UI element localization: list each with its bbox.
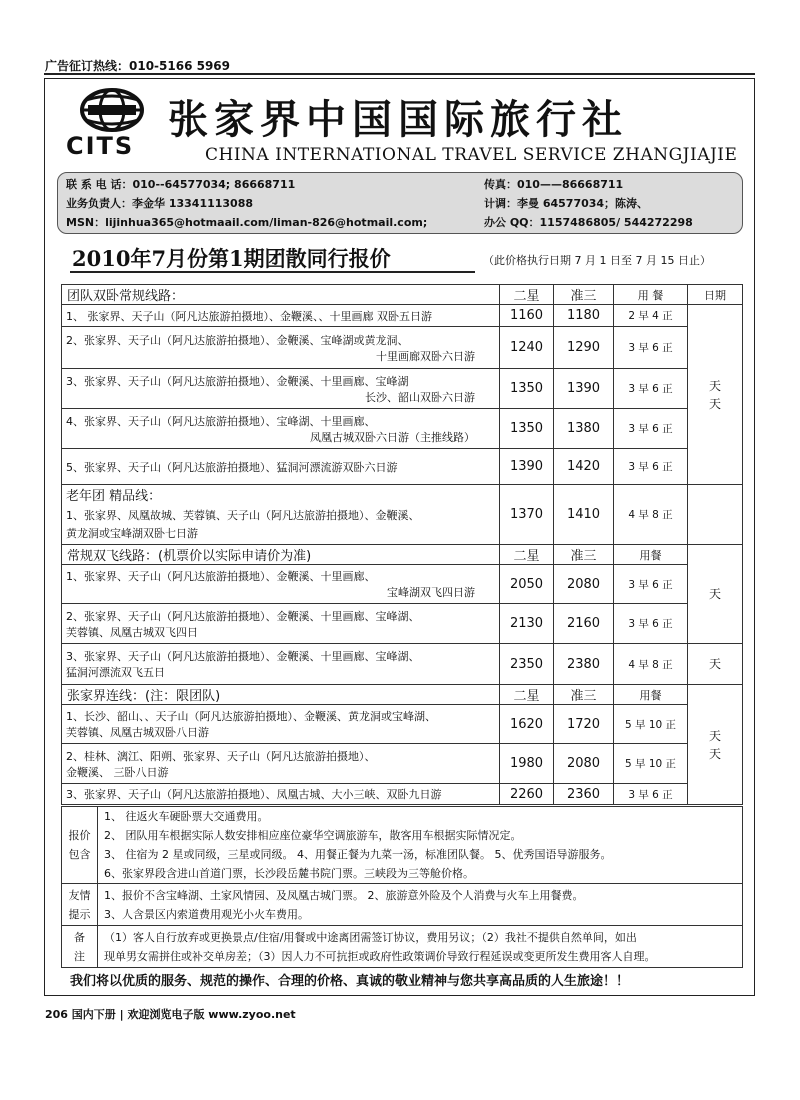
route-line-2: 长沙、韶山双卧六日游 [365,390,475,404]
price-2star: 2130 [500,604,554,644]
route-line: 2、桂林、漓江、阳朔、张家界、天子山（阿凡达旅游拍摄地）、 [66,749,376,763]
contact-qq: 办公 QQ：1157486805/ 544272298 [484,216,693,229]
logo-text: CITS [66,132,135,160]
remark-line: （1）客人自行放弃或更换景点/住宿/用餐或中途离团需签订协议，费用另议；（2）我社不提供自然单间，如出 [104,930,637,944]
route-line-2: 凤凰古城双卧六日游（主推线路） [310,430,475,444]
slogan: 我们将以优质的服务、规范的操作、合理的价格、真诚的敬业精神与您共享高品质的人生旅途！！ [70,974,630,989]
meal: 3 早 6 正 [614,604,688,644]
contact-manager: 业务负责人：李金华 13341113088 [66,197,254,210]
page-title: 2010年7月份第1期团散同行报价 [72,246,391,271]
cits-logo [62,88,162,162]
section-title: 张家界连线：(注：限团队) [62,685,500,705]
col-header-3star: 准三 [554,285,614,305]
section-title: 团队双卧常规线路： [62,285,500,305]
meal: 5 早 10 正 [614,744,688,784]
price-3star: 1180 [554,305,614,327]
price-3star: 1380 [554,409,614,449]
date-cell: 天 天 [688,685,743,805]
col-header-3star: 准三 [554,685,614,705]
section-title: 老年团 精品线： [66,488,162,504]
price-3star: 1420 [554,449,614,485]
price-3star: 1290 [554,327,614,369]
date-cell [688,485,743,545]
col-header-2star: 二星 [500,545,554,565]
price-3star: 1390 [554,369,614,409]
included-label: 报价 包含 [62,807,98,884]
price-2star: 1160 [500,305,554,327]
route-line: 3、张家界、天子山（阿凡达旅游拍摄地）、金鞭溪、十里画廊、宝峰湖、 [66,650,420,663]
table-row [62,409,743,449]
section-header [62,685,743,705]
route-line-2: 黄龙洞或宝峰湖双卧七日游 [66,526,198,540]
route-line: 2、张家界、天子山（阿凡达旅游拍摄地）、金鞭溪、十里画廊、宝峰湖、 [66,609,420,623]
meal: 2 早 4 正 [614,305,688,327]
contact-fax: 传真：010——86668711 [484,178,624,191]
table-row [62,485,743,545]
contact-planner: 计调：李曼 64577034；陈涛、 [484,197,649,210]
route-line-2: 芙蓉镇、凤凰古城双飞四日 [66,625,198,639]
tips-label: 友情 提示 [62,884,98,926]
col-header-date: 日期 [688,285,743,305]
company-name-cn: 张家界中国国际旅行社 [168,96,628,143]
price-2star: 1350 [500,409,554,449]
table-row [62,784,743,805]
table-row [62,305,743,327]
meal: 3 早 6 正 [614,449,688,485]
price-2star: 2260 [500,784,554,805]
price-2star: 1350 [500,369,554,409]
tips-row [62,884,743,926]
route-line-2: 芙蓉镇、凤凰古城双卧八日游 [66,726,209,739]
route-line-2: 金鞭溪、 三卧八日游 [66,765,169,779]
tip-item: 1、报价不含宝峰湖、土家风情园、及凤凰古城门票。 2、旅游意外险及个人消费与火车上用餐费。 [104,888,584,902]
title-underline [70,271,475,273]
price-2star: 1370 [500,485,554,545]
date-cell: 天 [688,644,743,685]
price-3star: 2380 [554,644,614,685]
col-header-meal: 用餐 [614,685,688,705]
contact-msn: MSN：lijinhua365@hotmaail.com/liman-826@hotmail.com; [66,216,428,229]
meal: 5 早 10 正 [614,705,688,744]
price-2star: 1980 [500,744,554,784]
remarks-label: 备 注 [62,926,98,968]
section-header [62,285,743,305]
included-row [62,807,743,884]
meal: 3 早 6 正 [614,409,688,449]
included-item: 2、 团队用车根据实际人数安排相应座位豪华空调旅游车，散客用车根据实际情况定。 [104,829,522,842]
contact-phone: 联 系 电 话：010--64577034; 86668711 [66,178,296,191]
col-header-2star: 二星 [500,685,554,705]
price-2star: 1390 [500,449,554,485]
meal: 3 早 6 正 [614,784,688,805]
route-line: 1、长沙、韶山、、天子山（阿凡达旅游拍摄地）、金鞭溪、黄龙洞或宝峰湖、 [66,710,436,723]
remarks-row [62,926,743,968]
meal: 3 早 6 正 [614,565,688,604]
col-header-meal: 用 餐 [614,285,688,305]
remark-line: 现单男女需拼住或补交单房差；（3）因人力不可抗拒或政府性政策调价导致行程延误或变更所发生费用客人自理。 [104,949,656,963]
route-line-2: 宝峰湖双飞四日游 [387,586,475,599]
meal: 4 早 8 正 [614,485,688,545]
price-3star: 2080 [554,744,614,784]
route-line: 5、张家界、天子山（阿凡达旅游拍摄地）、猛洞河漂流游双卧六日游 [62,449,500,485]
price-2star: 1240 [500,327,554,369]
price-table [61,284,743,805]
price-2star: 1620 [500,705,554,744]
table-row [62,644,743,685]
section-header [62,545,743,565]
section-title: 常规双飞线路：(机票价以实际申请价为准) [62,545,500,565]
table-row [62,327,743,369]
meal: 3 早 6 正 [614,327,688,369]
route-line-2: 猛洞河漂流双飞五日 [66,666,165,679]
contact-box [57,172,743,234]
table-row [62,369,743,409]
page-footer: 206 国内下册 | 欢迎浏览电子版 www.zyoo.net [45,1008,296,1021]
valid-period: （此价格执行日期 7 月 1 日至 7 月 15 日止） [483,254,711,267]
route-line: 1、张家界、凤凰故城、芙蓉镇、天子山（阿凡达旅游拍摄地）、金鞭溪、 [66,508,420,522]
route-line: 1、 张家界、天子山（阿凡达旅游拍摄地）、金鞭溪、、十里画廊 双卧五日游 [62,305,500,327]
date-cell: 天 天 [688,305,743,485]
table-row [62,604,743,644]
included-item: 6、张家界段含进山首道门票，长沙段岳麓书院门票。三峡段为三等舱价格。 [104,867,474,880]
ad-hotline: 广告征订热线：010-5166 5969 [45,59,231,73]
route-line-2: 十里画廊双卧六日游 [376,349,475,363]
route-line: 1、张家界、天子山（阿凡达旅游拍摄地）、金鞭溪、十里画廊、 [66,570,376,583]
price-2star: 2350 [500,644,554,685]
price-3star: 2160 [554,604,614,644]
tip-item: 3、人含景区内索道费用观光小火车费用。 [104,907,309,921]
meal: 3 早 6 正 [614,369,688,409]
top-divider [44,73,755,75]
price-3star: 2360 [554,784,614,805]
col-header-meal: 用餐 [614,545,688,565]
table-row [62,705,743,744]
table-row [62,565,743,604]
company-name-en: CHINA INTERNATIONAL TRAVEL SERVICE ZHANGJIAJIE [205,145,738,165]
col-header-3star: 准三 [554,545,614,565]
table-row [62,744,743,784]
price-3star: 2080 [554,565,614,604]
route-line: 3、张家界、天子山（阿凡达旅游拍摄地）、凤凰古城、大小三峡、双卧九日游 [62,784,500,805]
route-line: 3、张家界、天子山（阿凡达旅游拍摄地）、金鞭溪、十里画廊、宝峰湖 [66,374,409,388]
price-2star: 2050 [500,565,554,604]
route-line: 4、张家界、天子山（阿凡达旅游拍摄地）、宝峰湖、十里画廊、 [66,414,376,428]
table-row [62,449,743,485]
col-header-2star: 二星 [500,285,554,305]
route-line: 2、张家界、天子山（阿凡达旅游拍摄地）、金鞭溪、宝峰湖或黄龙洞、 [66,333,409,347]
meal: 4 早 8 正 [614,644,688,685]
included-item: 1、 往返火车硬卧票大交通费用。 [104,810,269,823]
notes-table [61,806,743,968]
date-cell: 天 [688,545,743,644]
price-3star: 1410 [554,485,614,545]
included-item: 3、 住宿为 2 星或同级，三星或同级。 4、用餐正餐为九菜一汤，标准团队餐。 5、优秀国语导游服务。 [104,848,612,861]
price-3star: 1720 [554,705,614,744]
